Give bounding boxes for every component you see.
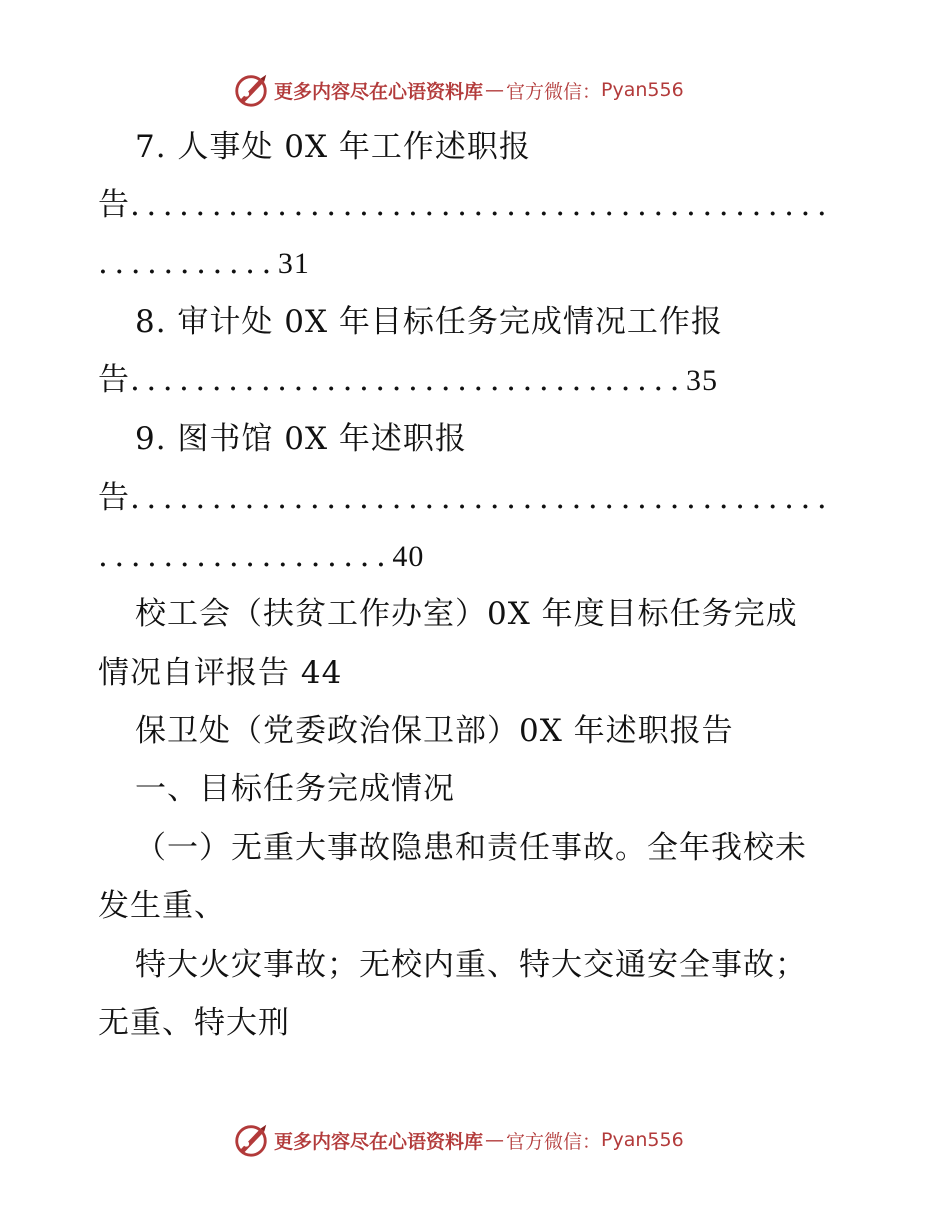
toc-item-7-tail: 告 bbox=[98, 187, 130, 223]
banner-slogan: 更多内容尽在心语资料库 bbox=[274, 80, 484, 103]
toc-item-7-title: 7. 人事处 0X 年工作述职报 bbox=[135, 129, 531, 165]
paragraph-2-line1: 特大火灾事故；无校内重、特大交通安全事故； bbox=[135, 947, 807, 983]
banner-wechat-label: 官方微信： bbox=[506, 1130, 602, 1153]
toc-item-8-dots: .................................. bbox=[130, 362, 687, 398]
report-heading: 保卫处（党委政治保卫部）0X 年述职报告 bbox=[135, 713, 734, 749]
toc-item-7-dots-cont: ........... bbox=[98, 245, 278, 281]
toc-item-9-title: 9. 图书馆 0X 年述职报 bbox=[135, 421, 467, 457]
toc-item-8-leader bbox=[98, 351, 718, 409]
toc-item-8-page: 35 bbox=[686, 364, 719, 397]
section-heading-1: 一、目标任务完成情况 bbox=[135, 771, 455, 807]
toc-item-7-page: 31 bbox=[277, 247, 310, 280]
header-banner bbox=[232, 70, 684, 110]
toc-item-7-leader bbox=[98, 176, 833, 234]
paragraph-2-line2: 无重、特大刑 bbox=[98, 1005, 290, 1041]
toc-item-8-title: 8. 审计处 0X 年目标任务完成情况工作报 bbox=[135, 304, 723, 340]
banner-separator: — bbox=[485, 79, 505, 101]
toc-item-9-dots: ........................................... bbox=[130, 480, 834, 516]
toc-item-9-page-line bbox=[98, 527, 424, 585]
banner-account: Pyan556 bbox=[601, 1129, 684, 1151]
paragraph-1-line2: 发生重、 bbox=[98, 888, 226, 924]
toc-item-9-tail: 告 bbox=[98, 480, 130, 516]
banner-wechat-label: 官方微信： bbox=[506, 80, 602, 103]
paragraph-1-line1: （一）无重大事故隐患和责任事故。全年我校未 bbox=[135, 830, 807, 866]
toc-item-9-page: 40 bbox=[392, 540, 425, 573]
banner-separator: — bbox=[485, 1129, 505, 1151]
toc-item-10-line1: 校工会（扶贫工作办室）0X 年度目标任务完成 bbox=[135, 596, 798, 632]
footer-banner bbox=[232, 1120, 684, 1160]
toc-item-9-leader bbox=[98, 469, 833, 527]
quill-seal-icon bbox=[232, 71, 270, 109]
banner-slogan: 更多内容尽在心语资料库 bbox=[274, 1130, 484, 1153]
banner-account: Pyan556 bbox=[601, 79, 684, 101]
toc-item-10-line2: 情况自评报告 44 bbox=[98, 655, 343, 691]
toc-item-8-tail: 告 bbox=[98, 362, 130, 398]
toc-item-7-page-line bbox=[98, 234, 310, 292]
quill-seal-icon bbox=[232, 1121, 270, 1159]
toc-item-7-dots: ........................................... bbox=[130, 187, 834, 223]
toc-item-9-dots-cont: .................. bbox=[98, 538, 393, 574]
